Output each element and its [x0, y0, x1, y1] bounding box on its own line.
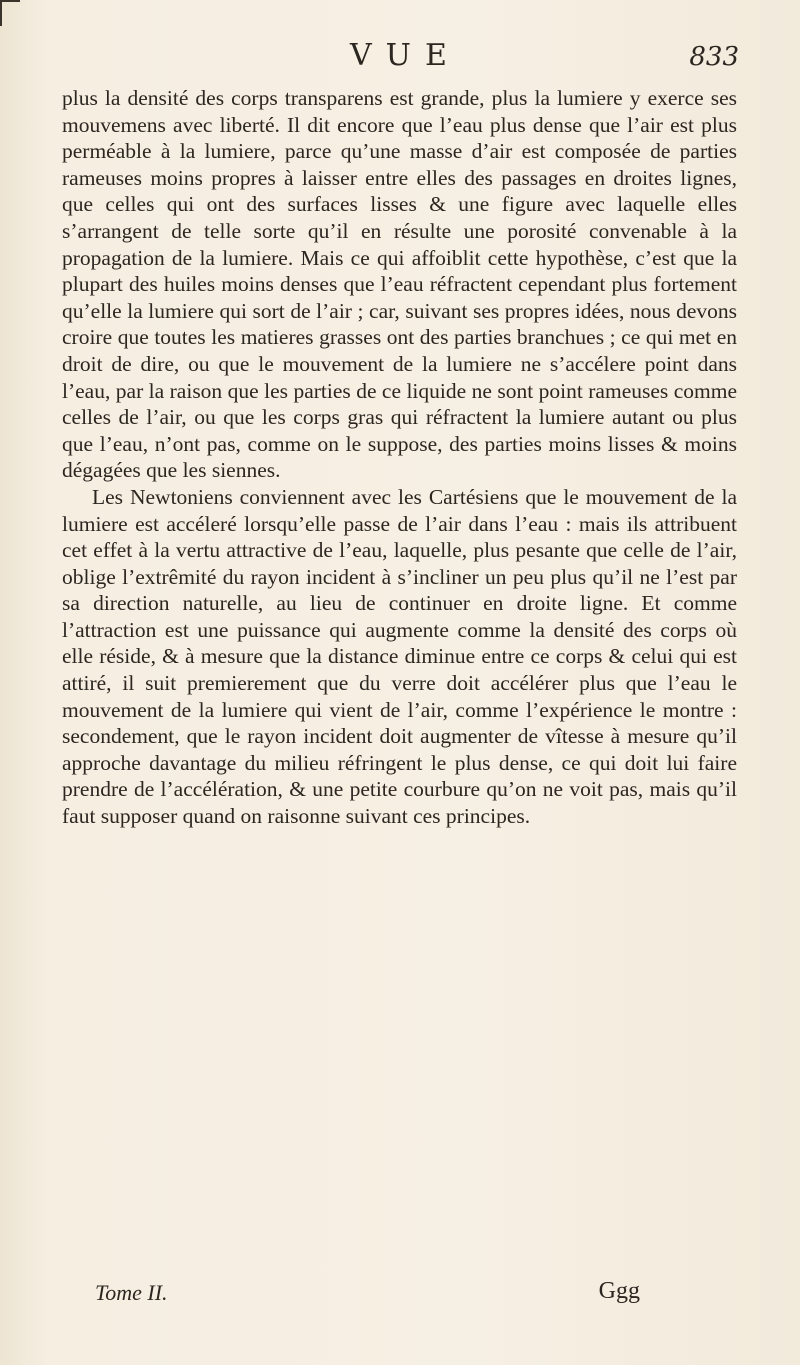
tome-label: Tome II. [95, 1280, 168, 1305]
page-number: 833 [689, 42, 739, 72]
paragraph-2: Les Newtoniens conviennent avec les Cartésiens que le mouvement de la lumiere est accéleré lorsqu’elle passe de l’air dans l’eau : mais ils attribuent cet effet à la vertu attractive de l’eau, laquelle, plus pesante que celle de l’air, oblige l’extrêmité du rayon incident à s’incliner un peu plus qu’il ne l’est par sa direction naturelle, au lieu de continuer en droite ligne. Et comme l’attraction est une puissance qui augmente comme la densité des corps où elle réside, & à mesure que la distance diminue entre ce corps & celui qui est attiré, il suit premierement que du verre doit accélérer plus que l’eau le mouvement de la lumiere qui vient de l’air, comme l’expérience le montre : secondement, que le rayon incident doit augmenter de vîtesse à mesure qu’il approche davantage du milieu réfringent le plus dense, ce qui doit lui faire prendre de l’accélération, & une petite courbure qu’on ne voit pas, mais qu’il faut supposer quand on raisonne suivant ces principes. [62, 484, 737, 829]
page-footer [95, 1280, 740, 1316]
body-text [62, 85, 737, 830]
signature-mark: Ggg [598, 1278, 640, 1304]
page-corner-mark [0, 0, 20, 26]
running-head-title: VUE [350, 38, 461, 73]
running-head [60, 38, 745, 78]
paragraph-1: plus la densité des corps transparens est grande, plus la lumiere y exerce ses mouvemens avec liberté. Il dit encore que l’eau plus dense que l’air est plus perméable à la lumiere, parce qu’une masse d’air est composée de parties rameuses moins propres à laisser entre elles des passages en droites lignes, que celles qui ont des surfaces lisses & une figure avec laquelle elles s’arrangent de telle sorte qu’il en résulte une porosité convenable à la propagation de la lumiere. Mais ce qui affoiblit cette hypothèse, c’est que la plupart des huiles moins denses que l’eau réfractent cependant plus fortement qu’elle la lumiere qui sort de l’air ; car, suivant ses propres idées, nous devons croire que toutes les matieres grasses ont des parties branchues ; ce qui met en droit de dire, ou que le mouvement de la lumiere ne s’accélere point dans l’eau, par la raison que les parties de ce liquide ne sont point rameuses comme celles de l’air, ou que les corps gras qui réfractent la lumiere autant ou plus que l’eau, n’ont pas, comme on le suppose, des parties moins lisses & moins dégagées que les siennes. [62, 86, 737, 483]
